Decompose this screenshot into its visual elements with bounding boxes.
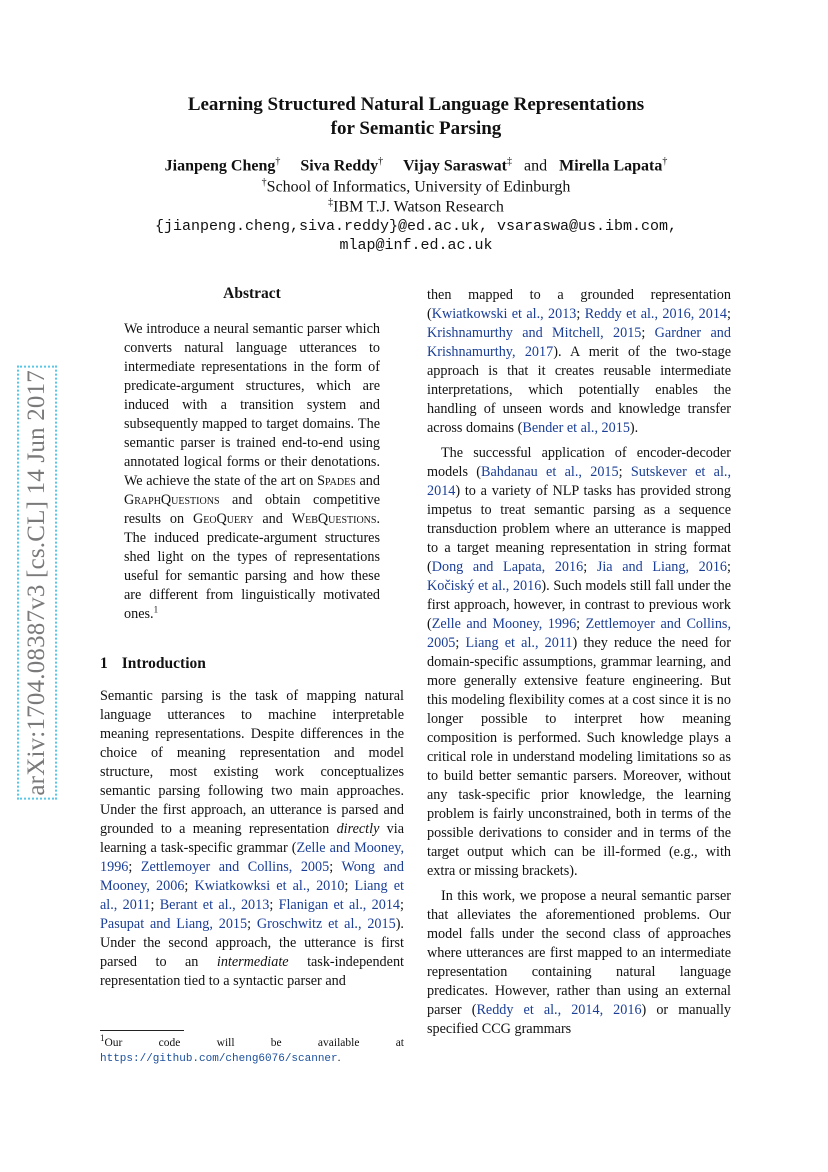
body-span: ). A merit of the two-stage approach is that it creates reusable intermediate interpretations, which potentially enables the handling of unseen words and knowledge transfer across domains ( — [427, 344, 731, 436]
intro-paragraph — [427, 444, 731, 881]
body-span: ) to a variety of NLP tasks has provided strong impetus to treat semantic parsing as a sequence transduction problem where an utterance is mapped to a target meaning representation in string format ( — [427, 483, 731, 575]
footnote-reference[interactable]: 1 — [153, 604, 159, 615]
citation-link[interactable]: Gardner and Krishnamurthy, 2017 — [427, 325, 731, 360]
body-span: The successful application of encoder-decoder models ( — [427, 445, 731, 480]
footnote-number: 1 — [100, 1033, 105, 1044]
affiliation-mark: † — [261, 177, 267, 188]
citation-link[interactable]: Bender et al., 2015 — [522, 420, 630, 436]
separator: ; — [727, 559, 731, 575]
body-span: Semantic parsing is the task of mapping natural language utterances to machine interpretable meaning representations. Despite differences in the choice of meaning representation and model structure, most existing work conceptualizes semantic parsing following two main approaches. Under the first approach, an utterance is parsed and grounded to a meaning representation — [100, 688, 404, 837]
affiliation-mark: † — [275, 156, 281, 167]
body-span: then mapped to a grounded representation ( — [427, 287, 731, 322]
separator: ; — [576, 616, 586, 632]
citation-link[interactable]: Wong and Mooney, 2006 — [100, 859, 404, 894]
citation-link[interactable]: Kočiský et al., 2016 — [427, 578, 542, 594]
affiliation-text: School of Informatics, University of Edinburgh — [266, 178, 571, 196]
body-span: ) or manually specified CCG grammars — [427, 1002, 731, 1037]
affiliation-edinburgh — [100, 177, 732, 196]
abstract-span: We introduce a neural semantic parser which converts natural language utterances to intermediate representations in the form of predicate-argument structures, which are induced with a transition system and subsequently mapped to target domains. The semantic parser is trained end-to-end using annotated logical forms or their denotations. We achieve the state of the art on — [124, 321, 380, 489]
citation-link[interactable]: Zelle and Mooney, 1996 — [100, 840, 404, 875]
author-list — [100, 156, 732, 175]
dataset-name: GraphQuestions — [124, 492, 220, 508]
affiliation-ibm — [100, 197, 732, 216]
body-span: In this work, we propose a neural semantic parser that alleviates the aforementioned problems. Our model falls under the second class of approaches where utterances are first mapped to an intermediate representation containing natural language predicates. However, rather than using an external parser ( — [427, 888, 731, 1018]
separator: ; — [329, 859, 342, 875]
separator: ; — [184, 878, 195, 894]
affiliation-text: IBM T.J. Watson Research — [333, 198, 504, 216]
code-repository-link[interactable]: https://github.com/cheng6076/scanner — [100, 1053, 338, 1065]
citation-link[interactable]: Zettlemoyer and Collins, 2005 — [140, 859, 330, 875]
author-conjunction: and — [523, 157, 548, 175]
affiliation-mark: † — [662, 156, 668, 167]
emphasis: directly — [336, 821, 380, 837]
intro-paragraph — [427, 887, 731, 1039]
arxiv-identifier-stamp — [14, 338, 60, 828]
section-number: 1 — [100, 655, 108, 672]
body-span: via learning a task-specific grammar ( — [100, 821, 404, 856]
citation-link[interactable]: Zettlemoyer and Collins, 2005 — [427, 616, 731, 651]
author-name: Mirella Lapata — [559, 157, 663, 175]
citation-link[interactable]: Flanigan et al., 2014 — [278, 897, 401, 913]
author-name: Siva Reddy — [300, 157, 379, 175]
separator: ; — [641, 325, 655, 341]
citation-link[interactable]: Zelle and Mooney, 1996 — [431, 616, 577, 632]
footnote — [100, 1033, 404, 1067]
separator: ; — [455, 635, 466, 651]
citation-link[interactable]: Jia and Liang, 2016 — [596, 559, 728, 575]
body-span: ) they reduce the need for domain-specific assumptions, grammar learning, and more generally extensive feature engineering. But this modeling flexibility comes at a cost since it is no longer possible to interpret how meaning composition is performed. Such knowledge plays a critical role in understand modeling limitations so as to build better semantic parsers. Moreover, without any task-specific prior knowledge, the learning problem is fairly unconstrained, both in terms of the possible derivations to consider and in terms of the target output which can be ill-formed (e.g., with extra or missing brackets). — [427, 635, 731, 879]
citation-link[interactable]: Liang et al., 2011 — [100, 878, 404, 913]
body-span: ). Such models still fall under the first approach, however, in contrast to previous work ( — [427, 578, 731, 632]
separator: ; — [247, 916, 257, 932]
email-line-1: {jianpeng.cheng,siva.reddy}@ed.ac.uk, vsaraswa@us.ibm.com, — [154, 218, 678, 235]
body-span: ). — [629, 420, 639, 436]
separator: ; — [400, 897, 404, 913]
author-name: Jianpeng Cheng — [164, 157, 276, 175]
separator: ; — [269, 897, 279, 913]
citation-link[interactable]: Groschwitz et al., 2015 — [256, 916, 396, 932]
email-line-2: mlap@inf.ed.ac.uk — [339, 237, 493, 254]
separator: ; — [727, 306, 731, 322]
footnote-divider — [100, 1030, 184, 1031]
section-heading — [100, 655, 206, 673]
abstract-span: . The induced predicate-argument structures shed light on the types of representations useful for semantic parsing and how these are different from linguistically motivated ones. — [124, 511, 380, 622]
citation-link[interactable]: Sutskever et al., 2014 — [427, 464, 731, 499]
dataset-name: WebQuestions — [291, 511, 377, 527]
separator: ; — [128, 859, 141, 875]
paper-title-line-1: Learning Structured Natural Language Representations — [187, 94, 645, 115]
emphasis: intermediate — [216, 954, 289, 970]
citation-link[interactable]: Kwiatkowksi et al., 2010 — [194, 878, 345, 894]
citation-link[interactable]: Krishnamurthy and Mitchell, 2015 — [427, 325, 642, 341]
arxiv-identifier-text: arXiv:1704.08387v3 [cs.CL] 14 Jun 2017 — [17, 366, 57, 800]
intro-left-column — [100, 687, 404, 991]
author-name: Vijay Saraswat — [403, 157, 507, 175]
footnote-text: Our code will be available at — [104, 1037, 404, 1049]
citation-link[interactable]: Kwiatkowski et al., 2013 — [431, 306, 577, 322]
footnote-end: . — [337, 1052, 341, 1064]
dataset-name: GeoQuery — [192, 511, 254, 527]
affiliation-mark: † — [378, 156, 384, 167]
paper-title-line-2: for Semantic Parsing — [330, 118, 502, 139]
abstract-span: and — [355, 473, 380, 489]
affiliation-mark: ‡ — [328, 197, 334, 208]
separator: ; — [576, 306, 585, 322]
abstract-span: and obtain competitive results on — [124, 492, 380, 527]
citation-link[interactable]: Reddy et al., 2014, 2016 — [476, 1002, 642, 1018]
dataset-name: Spades — [317, 473, 356, 489]
abstract-heading: Abstract — [223, 285, 281, 302]
citation-link[interactable]: Reddy et al., 2016, 2014 — [584, 306, 728, 322]
body-span: ). Under the second approach, the utterance is first parsed to an — [100, 916, 404, 970]
citation-link[interactable]: Bahdanau et al., 2015 — [481, 464, 619, 480]
citation-link[interactable]: Dong and Lapata, 2016 — [431, 559, 584, 575]
section-title: Introduction — [121, 655, 206, 672]
intro-right-column — [427, 286, 731, 1039]
separator: ; — [344, 878, 355, 894]
separator: ; — [583, 559, 597, 575]
body-span: task-independent representation tied to a syntactic parser and — [100, 954, 404, 989]
intro-paragraph — [100, 687, 404, 991]
citation-link[interactable]: Berant et al., 2013 — [159, 897, 270, 913]
abstract-text — [124, 320, 380, 624]
affiliation-mark: ‡ — [506, 156, 512, 167]
citation-link[interactable]: Liang et al., 2011 — [465, 635, 573, 651]
intro-paragraph — [427, 286, 731, 438]
citation-link[interactable]: Pasupat and Liang, 2015 — [100, 916, 248, 932]
abstract-span: and — [253, 511, 292, 527]
separator: ; — [618, 464, 631, 480]
separator: ; — [150, 897, 160, 913]
